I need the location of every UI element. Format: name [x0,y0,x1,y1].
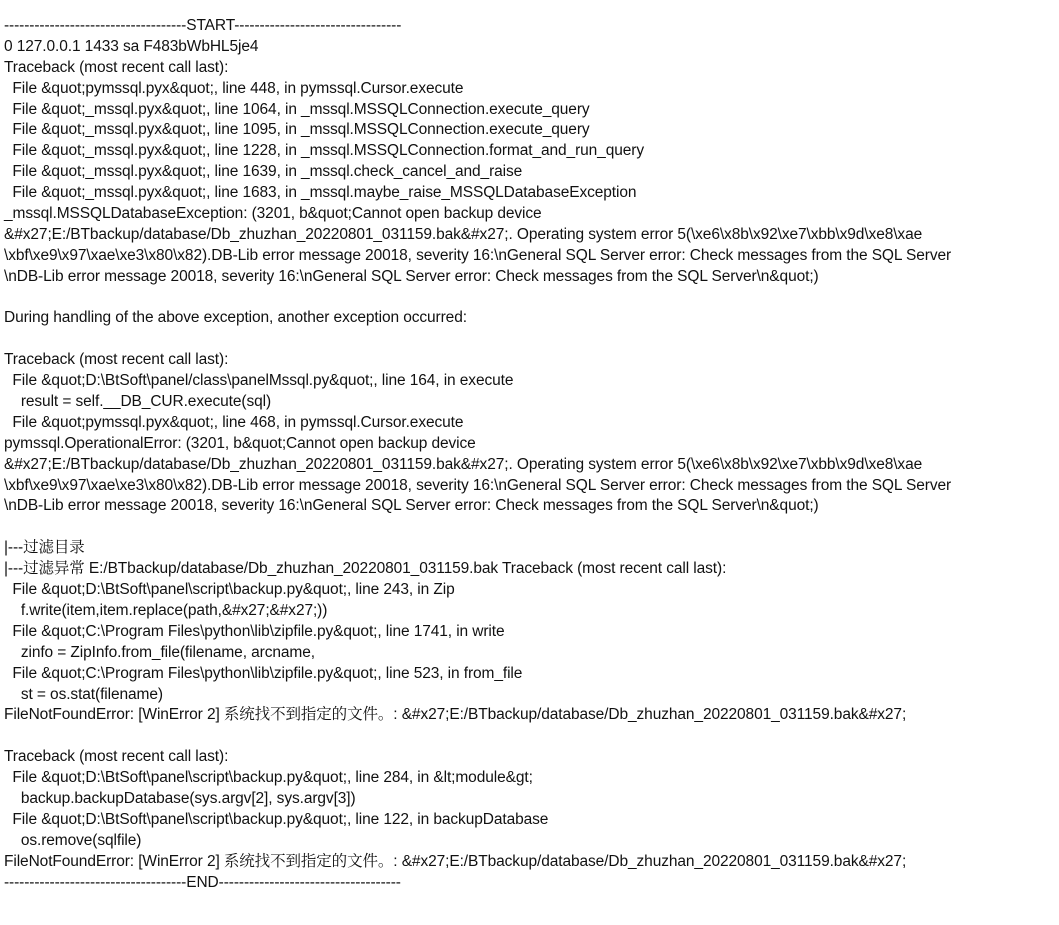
log-line: &#x27;E:/BTbackup/database/Db_zhuzhan_20220801_031159.bak&#x27;. Operating system error 5(\xe6\x8b\x92\xe7\xbb\x9d\xe8\xae [4,455,923,473]
log-line: |---过滤异常 E:/BTbackup/database/Db_zhuzhan_20220801_031159.bak Traceback (most recent call last): [4,560,727,578]
log-line [4,517,1059,538]
log-line: st = os.stat(filename) [4,685,163,703]
log-line: \xbf\xe9\x97\xae\xe3\x80\x82).DB-Lib error message 20018, severity 16:\nGeneral SQL Server error: Check messages from the SQL Server [4,246,952,264]
log-line: &#x27;E:/BTbackup/database/Db_zhuzhan_20220801_031159.bak&#x27;. Operating system error 5(\xe6\x8b\x92\xe7\xbb\x9d\xe8\xae [4,225,923,243]
log-line: pymssql.OperationalError: (3201, b&quot;Cannot open backup device [4,434,476,452]
log-line: result = self.__DB_CUR.execute(sql) [4,393,272,411]
log-line [4,329,1059,350]
log-line: File &quot;pymssql.pyx&quot;, line 468, in pymssql.Cursor.execute [4,413,464,431]
log-line: File &quot;_mssql.pyx&quot;, line 1639, in _mssql.check_cancel_and_raise [4,163,523,181]
log-line: backup.backupDatabase(sys.argv[2], sys.argv[3]) [4,789,356,807]
log-line: f.write(item,item.replace(path,&#x27;&#x27;)) [4,601,328,619]
log-line: _mssql.MSSQLDatabaseException: (3201, b&quot;Cannot open backup device [4,205,542,223]
log-line: FileNotFoundError: [WinError 2] 系统找不到指定的文件。: &#x27;E:/BTbackup/database/Db_zhuzhan_20220801_031159.bak&#x27; [4,706,907,724]
log-line: Traceback (most recent call last): [4,748,229,766]
log-line: File &quot;_mssql.pyx&quot;, line 1095, in _mssql.MSSQLConnection.execute_query [4,121,590,139]
log-line: |---过滤目录 [4,539,85,557]
log-line: os.remove(sqlfile) [4,831,142,849]
log-line: File &quot;D:\BtSoft\panel\script\backup.py&quot;, line 122, in backupDatabase [4,810,549,828]
log-line [4,288,1059,309]
log-line: \xbf\xe9\x97\xae\xe3\x80\x82).DB-Lib error message 20018, severity 16:\nGeneral SQL Server error: Check messages from the SQL Server [4,476,952,494]
log-line: During handling of the above exception, another exception occurred: [4,309,467,327]
log-line: Traceback (most recent call last): [4,58,229,76]
log-line: 0 127.0.0.1 1433 sa F483bWbHL5je4 [4,37,259,55]
log-line: \nDB-Lib error message 20018, severity 16:\nGeneral SQL Server error: Check messages from the SQL Server\n&quot;) [4,497,819,515]
log-line: File &quot;_mssql.pyx&quot;, line 1228, in _mssql.MSSQLConnection.format_and_run_query [4,142,644,160]
log-line: File &quot;pymssql.pyx&quot;, line 448, in pymssql.Cursor.execute [4,79,464,97]
log-line: File &quot;_mssql.pyx&quot;, line 1064, in _mssql.MSSQLConnection.execute_query [4,100,590,118]
log-line: File &quot;_mssql.pyx&quot;, line 1683, in _mssql.maybe_raise_MSSQLDatabaseException [4,184,637,202]
log-line: FileNotFoundError: [WinError 2] 系统找不到指定的文件。: &#x27;E:/BTbackup/database/Db_zhuzhan_20220801_031159.bak&#x27; [4,852,907,870]
log-line [4,726,1059,747]
log-line: Traceback (most recent call last): [4,351,229,369]
log-line: ------------------------------------START--------------------------------- [4,17,402,34]
log-line: ------------------------------------END------------------------------------ [4,873,401,891]
log-line: File &quot;C:\Program Files\python\lib\zipfile.py&quot;, line 523, in from_file [4,664,523,682]
log-line: zinfo = ZipInfo.from_file(filename, arcname, [4,643,315,661]
log-line: \nDB-Lib error message 20018, severity 16:\nGeneral SQL Server error: Check messages from the SQL Server\n&quot;) [4,267,819,285]
log-output [4,16,1059,893]
log-line: File &quot;D:\BtSoft\panel\script\backup.py&quot;, line 243, in Zip [4,581,455,599]
log-line: File &quot;C:\Program Files\python\lib\zipfile.py&quot;, line 1741, in write [4,622,505,640]
log-line: File &quot;D:\BtSoft\panel\script\backup.py&quot;, line 284, in &lt;module&gt; [4,769,533,787]
log-line: File &quot;D:\BtSoft\panel/class\panelMssql.py&quot;, line 164, in execute [4,372,514,390]
